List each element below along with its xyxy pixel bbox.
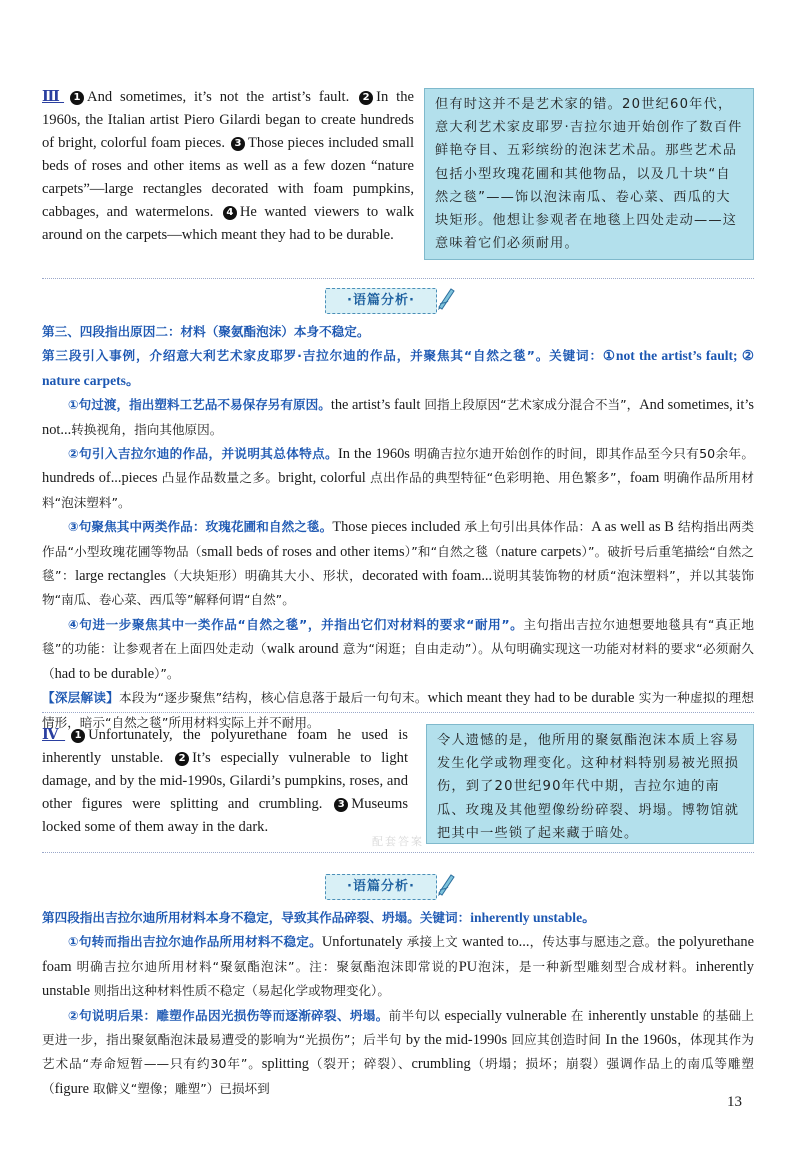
paragraph-3-block [42, 86, 754, 266]
quote: In the 1960s [605, 1032, 678, 1049]
quote: A as well as B [591, 519, 674, 536]
note: 说明其装饰物的材质“泡沫塑料”，并以其装饰物“南瓜、卷心菜、西瓜等”解释何谓“自然”。 [42, 568, 754, 608]
analysis-3-s2-head: ②句引入吉拉尔迪的作品，并说明其总体特点。 [68, 446, 339, 462]
analysis-4-s2-head: ②句说明后果：雕塑作品因光损伤等而逐渐碎裂、坍塌。 [68, 1007, 389, 1023]
quote: foam [629, 470, 660, 487]
note: 在 [566, 1007, 589, 1023]
sentence-2: In the 1960s, the Italian artist Piero Gilardi began to create hundreds of bright, colorful foam pieces. [42, 89, 415, 151]
note: 泡沫，是一种新型雕刻型合成材料。 [477, 958, 696, 974]
quote: crumbling [411, 1056, 471, 1073]
note: （裂开；碎裂）、 [308, 1056, 412, 1072]
note: 明确作品所用材料“泡沫塑料”。 [42, 470, 754, 510]
roman-numeral-4: Ⅳ [42, 727, 66, 743]
quote: Those pieces included [332, 519, 461, 536]
divider [42, 712, 754, 713]
sentence-marker: 1 [70, 91, 84, 105]
analysis-4-s1-head: ①句转而指出吉拉尔迪作品所用材料不稳定。 [68, 934, 322, 950]
note: 本段为“逐步聚焦”结构，核心信息落于最后一句句末。 [119, 690, 428, 706]
quote: small beds of roses and other items [201, 543, 405, 560]
note: ，传达事与愿违之意。 [529, 934, 658, 950]
sentence-marker: 4 [223, 206, 237, 220]
sentence-3: Those pieces included small beds of roses and other items as well as a few dozen “nature carpets”—large rectangles decorated with foam pumpkins, cabbages, and watermelons. [42, 135, 414, 220]
note: 前半句以 [388, 1007, 445, 1023]
analysis-3-intro: 第三段引入事例，介绍意大利艺术家皮耶罗·吉拉尔迪的作品，并聚焦其“自然之毯”。关键词： [42, 348, 603, 364]
quote: figure [54, 1080, 89, 1097]
quote: had to be durable [54, 665, 155, 682]
quote: wanted to... [462, 934, 530, 951]
quote: decorated with foam... [362, 568, 493, 585]
note: 回应其创造时间 [507, 1032, 606, 1048]
quote: large rectangles [75, 568, 166, 585]
note: 实为一种虚拟的理想情形，暗示“自然之毯”所用材料实际上并不耐用。 [42, 690, 754, 730]
sentence-2: It’s especially vulnerable to light damage, and by the mid-1990s, Gilardi’s pumpkins, roses, and other figures were splitting and crumbling. [42, 750, 408, 812]
quote: hundreds of...pieces [42, 470, 158, 487]
analysis-4 [42, 906, 754, 1101]
analysis-3-keywords: ①not the artist’s fault; ② nature carpets。 [42, 348, 755, 388]
analysis-label: ·语篇分析· [325, 874, 437, 900]
note: 主句指出吉拉尔迪想要地毯具有“真正地毯”的功能：让参观者在上面四处走动（ [42, 616, 754, 657]
quote: splitting [261, 1056, 309, 1073]
sentence-marker: 2 [359, 91, 373, 105]
sentence-marker: 1 [71, 729, 85, 743]
quote: the artist’s fault [330, 397, 421, 414]
analysis-4-summary: 第四段指出吉拉尔迪所用材料本身不稳定，导致其作品碎裂、坍塌。关键词： [42, 910, 471, 925]
quote: inherently unstable [42, 958, 754, 1000]
pen-icon [436, 870, 456, 896]
note: 承接上文 [402, 934, 463, 950]
paragraph-3-english [42, 86, 414, 247]
paragraph-4-translation: 令人遗憾的是，他所用的聚氨酯泡沫本质上容易发生化学或物理变化。这种材料特别易被光照损伤，到了20世纪90年代中期，吉拉尔迪的南瓜、玫瑰及其他塑像纷纷碎裂、坍塌。博物馆就把其中一些锁了起来藏于暗处。 [426, 724, 754, 844]
pen-icon [436, 284, 456, 310]
note: ，体现其作为艺术品“寿命短暂——只有约30年”。 [42, 1032, 754, 1072]
page-number: 13 [727, 1094, 742, 1110]
sentence-4: He wanted viewers to walk around on the carpets—which meant they had to be durable. [42, 204, 415, 243]
divider [42, 278, 754, 279]
note: ）”。破折号后重笔描绘“自然之毯”： [42, 543, 755, 584]
analysis-3-s3-head: ③句聚焦其中两类作品：玫瑰花圃和自然之毯。 [68, 519, 333, 535]
note: ）”。 [154, 665, 180, 681]
deep-reading-label: 【深层解读】 [42, 690, 119, 706]
analysis-4-keyword: inherently unstable。 [470, 910, 596, 925]
paragraph-4-english [42, 724, 408, 839]
note: （坍塌；损坏；崩裂）强调作品上的南瓜等雕塑（ [42, 1056, 755, 1096]
note: 转换视角，指向其他原因。 [71, 421, 223, 437]
roman-numeral-3: Ⅲ [42, 89, 65, 105]
note: 则指出这种材料性质不稳定（易起化学或物理变化）。 [89, 983, 390, 999]
note: 回指上段原因“艺术家成分混合不当”， [420, 397, 640, 413]
analysis-3-s1-head: ①句过渡，指出塑料工艺品不易保存另有原因。 [68, 397, 331, 413]
quote: Unfortunately [321, 934, 403, 951]
quote: inherently unstable [588, 1007, 699, 1024]
note: 的基础上更进一步，指出聚氨酯泡沫最易遭受的影响为“光损伤”；后半句 [42, 1007, 754, 1048]
analysis-3 [42, 320, 754, 735]
quote: walk around [266, 641, 339, 658]
paragraph-4-block [42, 724, 754, 844]
quote: PU [458, 958, 478, 975]
quote: bright, colorful [278, 470, 366, 487]
note: 承上句引出具体作品： [460, 519, 592, 535]
note: 点出作品的典型特征“色彩明艳、用色繁多”， [365, 470, 630, 486]
note: 明确吉拉尔迪开始创作的时间，即其作品至今只有50余年。 [409, 446, 754, 462]
analysis-label: ·语篇分析· [325, 288, 437, 314]
note: ）”和“自然之毯（ [404, 543, 501, 559]
quote: And sometimes, it’s not... [42, 397, 754, 438]
watermark: 配套答案 [372, 835, 424, 848]
divider [42, 852, 754, 853]
note: 意为“闲逛；自由走动”）。从句明确实现这一功能对材料的要求“必须耐久（ [42, 641, 754, 681]
sentence-marker: 3 [334, 798, 348, 812]
analysis-3-summary: 第三、四段指出原因二：材料（聚氨酯泡沫）本身不稳定。 [42, 324, 370, 339]
note: 明确吉拉尔迪所用材料“聚氨酯泡沫”。注：聚氨酯泡沫即常说的 [71, 958, 459, 974]
quote: the polyurethane foam [42, 934, 754, 975]
sentence-marker: 2 [175, 752, 189, 766]
note: 取僻义“塑像；雕塑”）已损坏到 [88, 1080, 270, 1096]
quote: which meant they had to be durable [427, 690, 635, 707]
note: 结构指出两类作品“小型玫瑰花圃等物品（ [42, 519, 754, 559]
quote: by the mid-1990s [405, 1032, 508, 1049]
paragraph-3-translation: 但有时这并不是艺术家的错。20世纪60年代，意大利艺术家皮耶罗·吉拉尔迪开始创作了数百件鲜艳夺目、五彩缤纷的泡沫艺术品。那些艺术品包括小型玫瑰花圃和其他物品，以及几十块“自然之毯”——饰以泡沫南瓜、卷心菜、西瓜的大块矩形。他想让参观者在地毯上四处走动——这意味着它们必须耐用。 [424, 88, 754, 260]
quote: especially vulnerable [444, 1007, 567, 1024]
analysis-3-s4-head: ④句进一步聚焦其中一类作品“自然之毯”，并指出它们对材料的要求“耐用”。 [68, 616, 524, 632]
note: 凸显作品数量之多。 [157, 470, 279, 486]
note: （大块矩形）明确其大小、形状， [165, 568, 363, 584]
quote: nature carpets [500, 543, 582, 560]
sentence-3: Museums locked some of them away in the dark. [42, 796, 408, 835]
quote: In the 1960s [338, 446, 410, 463]
sentence-1: And sometimes, it’s not the artist’s fault. [87, 89, 358, 105]
sentence-marker: 3 [231, 137, 245, 151]
sentence-1: Unfortunately, the polyurethane foam he used is inherently unstable. [42, 727, 408, 766]
